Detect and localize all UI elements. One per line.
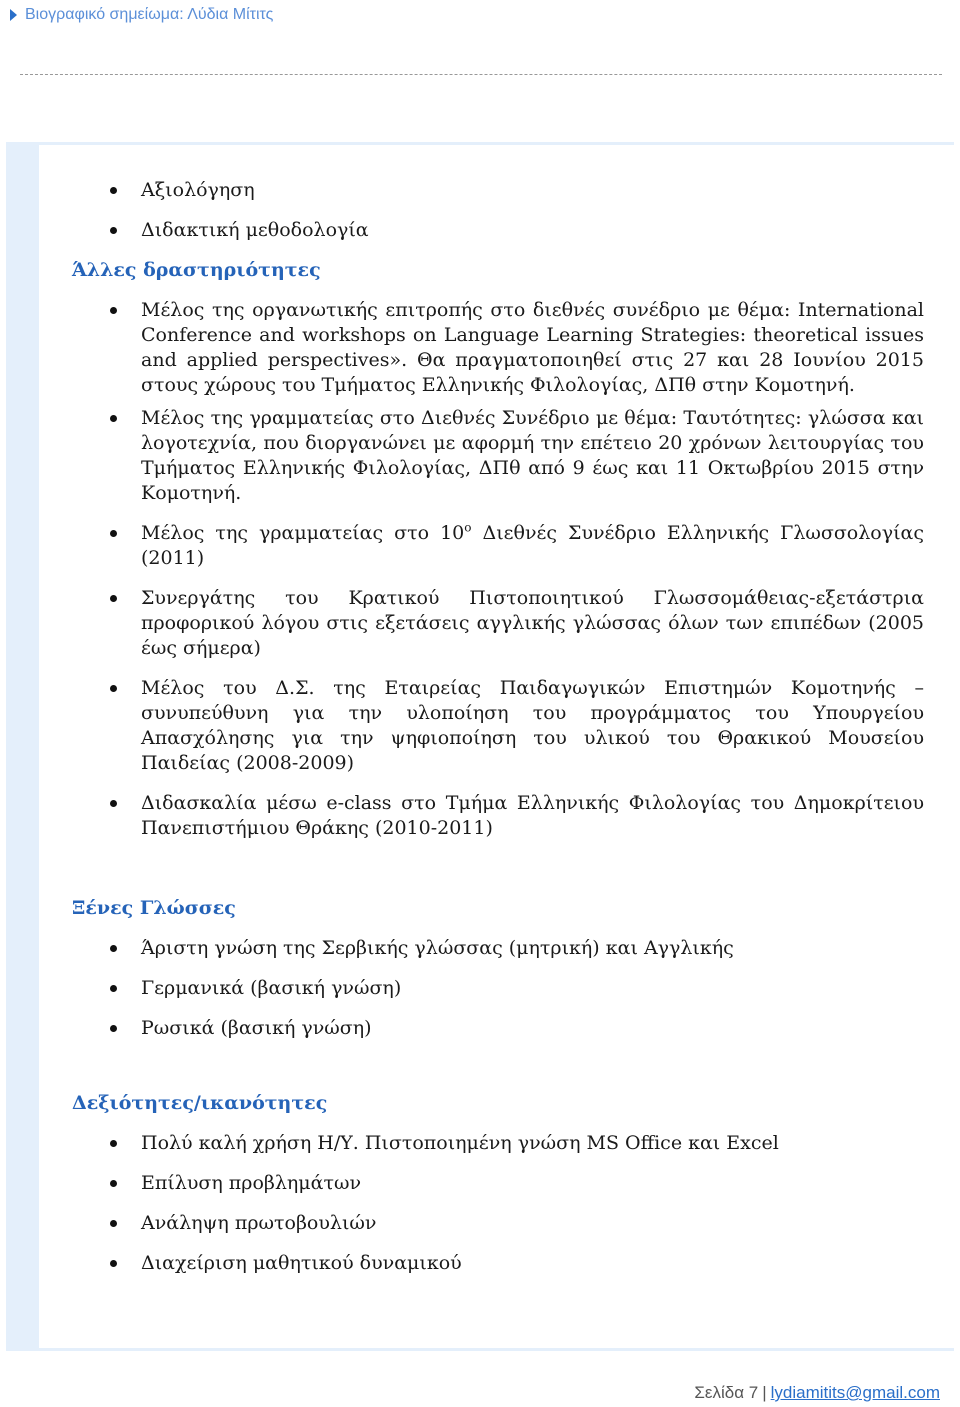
email-link[interactable]: lydiamitits@gmail.com [770,1383,940,1402]
list-item: Αξιολόγηση [72,178,924,203]
list-item-text: Μέλος της γραμματείας στο 10 [141,522,465,544]
list-item-text: Διεθνές Συνέδριο Ελληνικής Γλωσσολογίας (2011) [141,522,924,569]
list-item: Μέλος της γραμματείας στο Διεθνές Συνέδριο με θέμα: Ταυτότητες: γλώσσα και λογοτεχνία, που διοργανώνει με αφορμή την επέτειο 20 χρόνων λειτουργίας του Τμήματος Ελληνικής Φιλολογίας, ΔΠθ από 9 έως και 11 Οκτωβρίου 2015 στην Κομοτηνή. [72,406,924,506]
page-frame-bottom [6,1348,954,1351]
triangle-right-icon [10,9,17,21]
list-item: Ανάληψη πρωτοβουλιών [72,1211,924,1236]
languages-list [72,936,924,1041]
list-item: Ρωσικά (βασική γνώση) [72,1016,924,1041]
header-divider [20,74,942,75]
skills-list [72,1131,924,1276]
header-title: Βιογραφικό σημείωμα: Λύδια Μίτιτς [25,6,274,23]
list-item: Πολύ καλή χρήση Η/Υ. Πιστοποιημένη γνώση MS Office και Excel [72,1131,924,1156]
running-header [10,4,273,26]
page-number: Σελίδα 7 [694,1383,759,1402]
footer-separator: | [762,1383,767,1402]
page-footer [694,1383,940,1403]
list-item: Επίλυση προβλημάτων [72,1171,924,1196]
page-frame-top [6,142,954,145]
top-bullet-list [72,178,924,243]
list-item: Διαχείριση μαθητικού δυναμικού [72,1251,924,1276]
list-item [72,521,924,571]
list-item: Άριστη γνώση της Σερβικής γλώσσας (μητρική) και Αγγλικής [72,936,924,961]
section-title-skills: Δεξιότητες/ικανότητες [72,1092,328,1114]
list-item: Μέλος της οργανωτικής επιτροπής στο διεθνές συνέδριο με θέμα: International Conference and workshops on Language Learning Strategies: theoretical issues and applied perspectives». Θα πραγματοποιηθεί στις 27 και 28 Ιουνίου 2015 στους χώρους του Τμήματος Ελληνικής Φιλολογίας, ΔΠθ στην Κομοτηνή. [72,298,924,398]
ordinal-superscript: ο [464,520,472,535]
list-item: Συνεργάτης του Κρατικού Πιστοποιητικού Γλωσσομάθειας-εξετάστρια προφορικού λόγου στις εξετάσεις αγγλικής γλώσσας όλων των επιπέδων (2005 έως σήμερα) [72,586,924,661]
section-title-activities: Άλλες δραστηριότητες [72,259,321,281]
page-frame-left-band [6,142,39,1348]
list-item: Διδακτική μεθοδολογία [72,218,924,243]
list-item: Μέλος του Δ.Σ. της Εταιρείας Παιδαγωγικών Επιστημών Κομοτηνής – συνυπεύθυνη για την υλοποίηση του προγράμματος του Υπουργείου Απασχόλησης για την ψηφιοποίηση του υλικού του Θρακικού Μουσείου Παιδείας (2008-2009) [72,676,924,776]
list-item: Γερμανικά (βασική γνώση) [72,976,924,1001]
list-item: Διδασκαλία μέσω e-class στο Τμήμα Ελληνικής Φιλολογίας του Δημοκρίτειου Πανεπιστήμιου Θράκης (2010-2011) [72,791,924,841]
activities-list [72,298,924,841]
section-title-languages: Ξένες Γλώσσες [72,897,236,919]
page-content [72,178,924,1276]
